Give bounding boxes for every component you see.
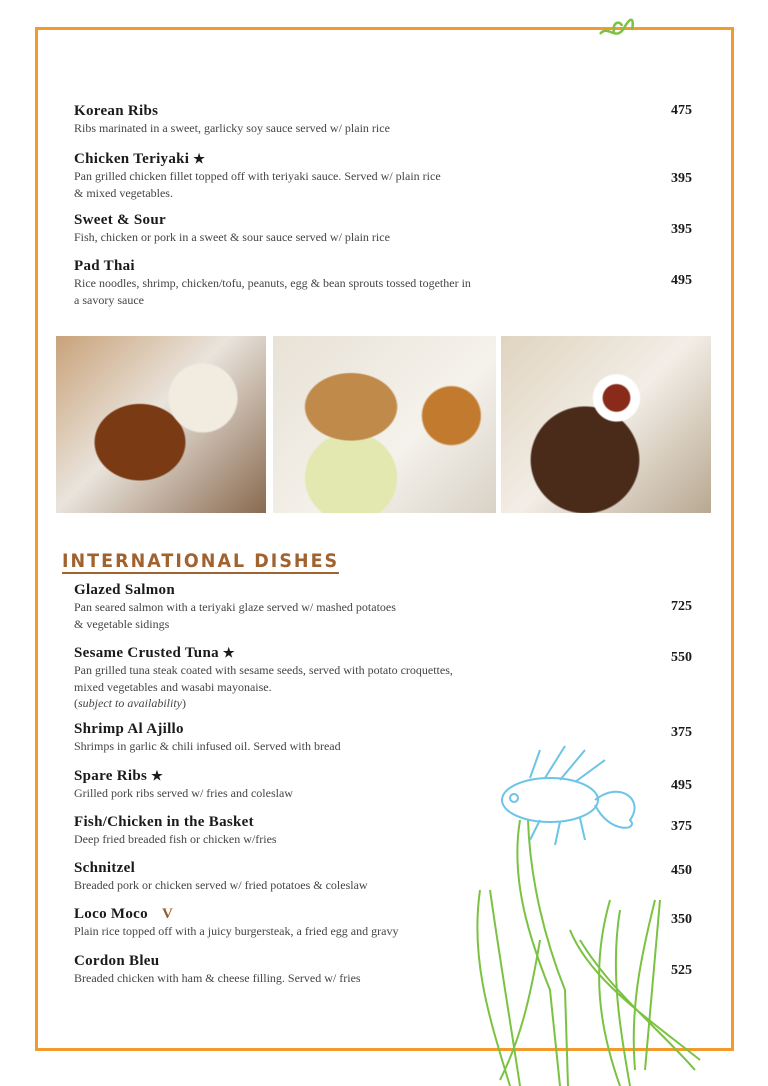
menu-item (74, 906, 594, 940)
menu-item (74, 103, 594, 137)
item-name (74, 582, 594, 599)
item-name-text: Chicken Teriyaki (74, 151, 190, 167)
food-photo-spare-ribs (501, 336, 711, 513)
section-heading: INTERNATIONAL DISHES (62, 550, 340, 572)
item-description: mixed vegetables and wasabi mayonaise. (74, 679, 272, 694)
item-description: Ribs marinated in a sweet, garlicky soy sauce served w/ plain rice (74, 121, 390, 135)
item-name (74, 860, 594, 877)
menu-item (74, 860, 594, 894)
item-name-text: Pad Thai (74, 258, 135, 274)
menu-item (74, 150, 594, 201)
item-name (74, 644, 594, 662)
menu-item (74, 814, 594, 848)
item-price: 395 (671, 171, 692, 186)
star-icon: ★ (193, 151, 206, 166)
item-name-text: Sesame Crusted Tuna (74, 645, 219, 661)
item-name (74, 953, 594, 970)
item-name (74, 212, 594, 229)
item-description: Breaded chicken with ham & cheese filling. Served w/ fries (74, 971, 361, 985)
menu-item (74, 644, 594, 712)
item-price: 350 (671, 912, 692, 927)
item-description: Grilled pork ribs served w/ fries and coleslaw (74, 786, 293, 800)
item-name (74, 150, 594, 168)
item-name-text: Schnitzel (74, 860, 136, 876)
vine-ornament-icon (596, 14, 638, 42)
item-name (74, 258, 594, 275)
item-name (74, 721, 594, 738)
food-photo-chicken-teriyaki (56, 336, 266, 513)
item-price: 395 (671, 222, 692, 237)
item-description: Pan grilled tuna steak coated with sesame seeds, served with potato croquettes, (74, 663, 453, 677)
menu-item (74, 212, 594, 246)
item-description: Plain rice topped off with a juicy burgersteak, a fried egg and gravy (74, 924, 399, 938)
vegetarian-badge: V (161, 906, 174, 922)
item-name-text: Cordon Bleu (74, 953, 160, 969)
item-name (74, 767, 594, 785)
menu-item (74, 953, 594, 987)
item-name-text: Shrimp Al Ajillo (74, 721, 184, 737)
item-price: 550 (671, 650, 692, 665)
item-description: Shrimps in garlic & chili infused oil. Served with bread (74, 739, 341, 753)
item-name-text: Fish/Chicken in the Basket (74, 814, 254, 830)
item-price: 475 (671, 103, 692, 118)
item-price: 495 (671, 273, 692, 288)
availability-note: subject to availability (78, 696, 182, 710)
food-photo-sesame-tuna (273, 336, 496, 513)
item-name (74, 103, 594, 120)
item-name-text: Sweet & Sour (74, 212, 166, 228)
star-icon: ★ (222, 645, 235, 660)
item-name-text: Korean Ribs (74, 103, 159, 119)
item-description: a savory sauce (74, 292, 144, 307)
item-description: & vegetable sidings (74, 616, 170, 631)
item-description: Fish, chicken or pork in a sweet & sour sauce served w/ plain rice (74, 230, 390, 244)
item-price: 495 (671, 778, 692, 793)
item-name-text: Spare Ribs (74, 768, 148, 784)
item-name-text: Loco Moco (74, 906, 148, 922)
item-description: & mixed vegetables. (74, 185, 173, 200)
item-description: Breaded pork or chicken served w/ fried potatoes & coleslaw (74, 878, 368, 892)
item-name (74, 906, 594, 923)
item-price: 375 (671, 725, 692, 740)
item-name (74, 814, 594, 831)
item-price: 725 (671, 599, 692, 614)
item-note: (subject to availability) (74, 696, 186, 710)
star-icon: ★ (151, 768, 164, 783)
item-price: 375 (671, 819, 692, 834)
item-name-text: Glazed Salmon (74, 582, 175, 598)
menu-item (74, 258, 594, 308)
item-price: 525 (671, 963, 692, 978)
item-description: Pan seared salmon with a teriyaki glaze served w/ mashed potatoes (74, 600, 396, 614)
menu-item (74, 582, 594, 632)
item-description: Pan grilled chicken fillet topped off with teriyaki sauce. Served w/ plain rice (74, 169, 441, 183)
menu-item (74, 721, 594, 755)
item-description: Rice noodles, shrimp, chicken/tofu, peanuts, egg & bean sprouts tossed together in (74, 276, 471, 290)
item-price: 450 (671, 863, 692, 878)
menu-item (74, 767, 594, 802)
item-description: Deep fried breaded fish or chicken w/fries (74, 832, 277, 846)
